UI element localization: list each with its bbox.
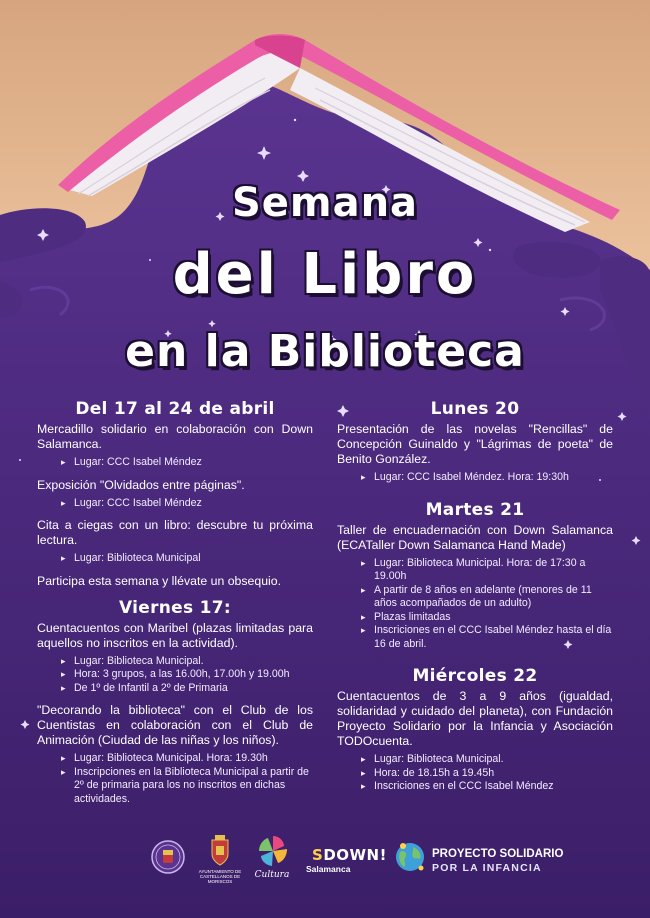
salamanca-label: Salamanca xyxy=(306,864,351,874)
event-block xyxy=(37,422,313,470)
event-description: Cuentacuentos con Maribel (plazas limitadas para aquellos no inscritos en la actividad). xyxy=(37,620,313,650)
event-details xyxy=(61,655,313,696)
proyecto-solidario-label xyxy=(432,847,563,875)
title-line-3: en la Biblioteca xyxy=(125,326,525,377)
event-block xyxy=(37,703,313,806)
left-column xyxy=(37,398,313,818)
detail-item: ▸ Inscriciones en el CCC Isabel Méndez hasta el día 16 de abril. xyxy=(361,624,613,651)
event-description: Cita a ciegas con un libro: descubre tu próxima lectura. xyxy=(37,518,313,547)
detail-item: ▸ Lugar: Biblioteca Municipal. Hora: 19.30h xyxy=(61,752,313,766)
cultura-label: Cultura xyxy=(254,870,290,880)
detail-item: ▸ Inscripciones en la Biblioteca Municipal a partir de 2º de primaria para los no inscritos en dichas actividades. xyxy=(61,766,313,807)
ayuntamiento-label: AYUNTAMIENTO DE CASTELLANOS DE MORISCOS xyxy=(198,869,242,884)
title-line-1: Semana xyxy=(231,180,419,226)
detail-item: ▸ Lugar: Biblioteca Municipal. xyxy=(361,753,613,767)
event-details xyxy=(61,456,313,470)
down-logo: SDOWN! xyxy=(312,846,387,864)
event-description: "Decorando la biblioteca" con el Club de los Cuentistas en colaboración con el Club de Animación (Ciudad de las niñas y los niños). xyxy=(37,703,313,747)
detail-item: ▸ Lugar: CCC Isabel Méndez xyxy=(61,497,313,511)
detail-item: ▸ Lugar: CCC Isabel Méndez xyxy=(61,456,313,470)
event-details xyxy=(361,471,613,485)
section-heading: Del 17 al 24 de abril xyxy=(75,399,275,419)
event-description: Taller de encuadernación con Down Salamanca (ECATaller Down Salamanca Hand Made) xyxy=(337,522,613,552)
event-details xyxy=(361,557,613,652)
event-details xyxy=(61,497,313,511)
proyecto-solidario-globe-logo xyxy=(393,840,427,874)
event-description: Presentación de las novelas "Rencillas" de Concepción Guinaldo y "Lágrimas de poeta" de Benito González. xyxy=(337,422,613,466)
proyecto-line-2: POR LA INFANCIA xyxy=(432,862,542,874)
down-label: DOWN! xyxy=(323,846,387,864)
section-heading: Viernes 17: xyxy=(118,597,232,618)
event-details xyxy=(61,752,313,806)
detail-item: ▸ Lugar: Biblioteca Municipal. xyxy=(61,655,313,669)
detail-item: ▸ Hora: 3 grupos, a las 16.00h, 17.00h y 19.00h xyxy=(61,668,313,682)
section-heading: Miércoles 22 xyxy=(412,666,538,686)
detail-item: ▸ Plazas limitadas xyxy=(361,611,613,625)
detail-item: ▸ Inscriciones en el CCC Isabel Méndez xyxy=(361,780,613,794)
detail-item: ▸ De 1º de Infantil a 2º de Primaria xyxy=(61,682,313,696)
detail-item: ▸ A partir de 8 años en adelante (menores de 11 años acompañados de un adulto) xyxy=(361,584,613,611)
proyecto-line-1: PROYECTO SOLIDARIO xyxy=(432,848,564,860)
cultura-logo xyxy=(256,834,290,868)
section-heading: Martes 21 xyxy=(425,499,525,520)
event-block xyxy=(37,621,313,696)
event-block xyxy=(37,518,313,566)
title-line-2: del Libro xyxy=(172,242,478,307)
event-details xyxy=(361,753,613,794)
event-description: Participa esta semana y llévate un obsequio. xyxy=(37,573,282,588)
detail-item: ▸ Lugar: CCC Isabel Méndez. Hora: 19:30h xyxy=(361,471,613,485)
event-block xyxy=(37,478,313,511)
event-block xyxy=(337,689,613,794)
event-description: Cuentacuentos de 3 a 9 años (igualdad, solidaridad y cuidado del planeta), con Fundación Proyecto Solidario por la Infancia y Asociación TODOcuenta. xyxy=(337,689,613,748)
event-description: Exposición "Olvidados entre páginas". xyxy=(37,477,245,492)
event-block xyxy=(337,422,613,485)
event-block xyxy=(37,574,313,589)
event-description: Mercadillo solidario en colaboración con Down Salamanca. xyxy=(37,422,313,451)
seal-logo xyxy=(150,836,186,878)
event-block xyxy=(337,523,613,652)
detail-item: ▸ Lugar: Biblioteca Municipal xyxy=(61,552,313,566)
ayuntamiento-crest-logo xyxy=(207,834,233,868)
section-heading: Lunes 20 xyxy=(430,399,520,419)
detail-item: ▸ Hora: de 18.15h a 19.45h xyxy=(361,767,613,781)
right-column xyxy=(337,398,613,806)
event-details xyxy=(61,552,313,566)
detail-item: ▸ Lugar: Biblioteca Municipal. Hora: de 17:30 a 19.00h xyxy=(361,557,613,584)
